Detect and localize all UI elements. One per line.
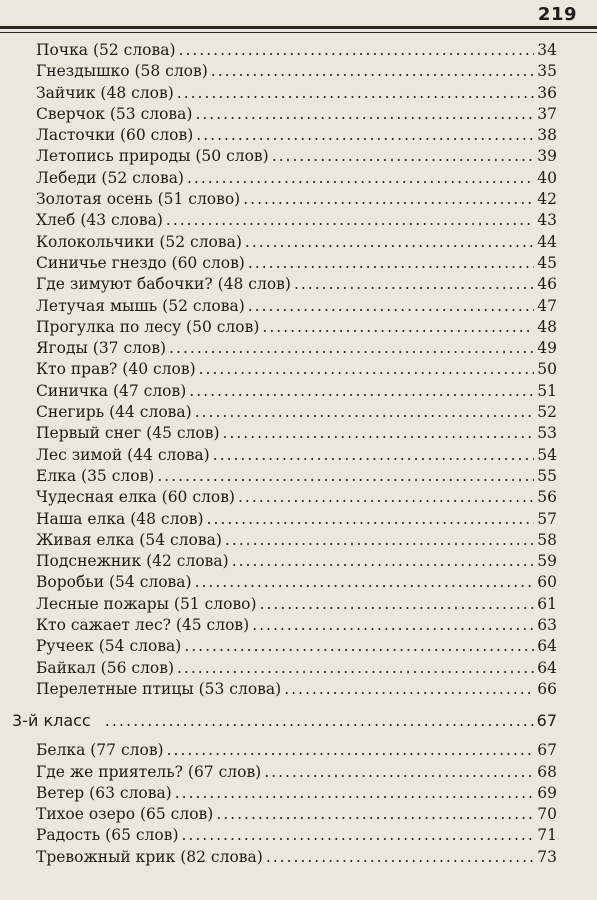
toc-entry: [0, 104, 597, 125]
dot-leader: [195, 104, 534, 125]
toc-entry-title: Лес зимой (44 слова): [36, 445, 210, 464]
toc-entry-title: Сверчок (53 слова): [36, 104, 193, 123]
toc-entry-title: Синичье гнездо (60 слов): [36, 253, 245, 272]
dot-leader: [216, 804, 534, 825]
toc-entry-page: 64: [537, 637, 557, 656]
toc-entry-title: Летучая мышь (52 слова): [36, 296, 245, 315]
dot-leader: [177, 658, 534, 679]
toc-entry-title: Белка (77 слов): [36, 741, 164, 760]
toc-entry: [0, 740, 597, 761]
toc-entry-page: 53: [537, 424, 557, 443]
toc-entry: [0, 168, 597, 189]
toc-entry-page: 69: [537, 783, 557, 802]
dot-leader: [195, 572, 535, 593]
toc-entry-page: 36: [537, 83, 557, 102]
toc-entry-page: 49: [537, 339, 557, 358]
toc-entry-title: Тихое озеро (65 слов): [36, 805, 214, 824]
toc-entry: [0, 125, 597, 146]
dot-leader: [243, 189, 534, 210]
toc-entry-page: 70: [537, 805, 557, 824]
toc-entry: [0, 40, 597, 61]
toc-entry-title: Колокольчики (52 слова): [36, 232, 242, 251]
dot-leader: [184, 636, 534, 657]
toc-entry-page: 50: [537, 360, 557, 379]
toc-entry-page: 44: [537, 232, 557, 251]
toc-entry-title: Байкал (56 слов): [36, 658, 174, 677]
dot-leader: [294, 274, 534, 295]
toc-entry-page: 60: [537, 573, 557, 592]
toc-entry: [0, 381, 597, 402]
toc-entry: [0, 679, 597, 700]
toc-entry-title: Снегирь (44 слова): [36, 403, 192, 422]
toc-entry: [0, 658, 597, 679]
toc-entry-title: Кто прав? (40 слов): [36, 360, 196, 379]
toc-entry-page: 45: [537, 253, 557, 272]
toc-entry-title: Ласточки (60 слов): [36, 126, 194, 145]
dot-leader: [157, 466, 534, 487]
toc-entry-page: 40: [537, 168, 557, 187]
dot-leader: [169, 338, 534, 359]
toc-entry: [0, 594, 597, 615]
dot-leader: [238, 487, 534, 508]
toc-entry-page: 64: [537, 658, 557, 677]
toc-entry-title: Где же приятель? (67 слов): [36, 762, 262, 781]
toc-entry-page: 46: [537, 275, 557, 294]
toc-entry: [0, 402, 597, 423]
dot-leader: [196, 125, 534, 146]
toc-entry-page: 43: [537, 211, 557, 230]
toc-entry-title: Перелетные птицы (53 слова): [36, 679, 282, 698]
toc-entry-title: Кто сажает лес? (45 слов): [36, 616, 250, 635]
toc-entry-page: 34: [537, 41, 557, 59]
toc-list-part2: [0, 740, 597, 868]
toc-entry-title: Золотая осень (51 слово): [36, 190, 241, 209]
toc-entry-page: 42: [537, 190, 557, 209]
toc-entry-title: Живая елка (54 слова): [36, 530, 222, 549]
toc-entry-page: 58: [537, 530, 557, 549]
toc-entry: [0, 296, 597, 317]
dot-leader: [211, 61, 534, 82]
dot-leader: [223, 423, 535, 444]
toc-entry-page: 57: [537, 509, 557, 528]
toc-entry: [0, 825, 597, 846]
dot-leader: [179, 40, 535, 61]
dot-leader: [105, 708, 534, 734]
toc-entry: [0, 359, 597, 380]
section-title: 3-й класс: [12, 711, 91, 731]
dot-leader: [187, 168, 534, 189]
toc-entry: [0, 210, 597, 231]
dot-leader: [189, 381, 534, 402]
toc-entry-title: Чудесная елка (60 слов): [36, 488, 235, 507]
dot-leader: [213, 445, 535, 466]
toc-entry-page: 56: [537, 488, 557, 507]
dot-leader: [207, 509, 535, 530]
dot-leader: [248, 253, 534, 274]
dot-leader: [284, 679, 534, 700]
toc-entry-title: Зайчик (48 слов): [36, 83, 174, 102]
toc-entry: [0, 445, 597, 466]
toc-entry-title: Наша елка (48 слов): [36, 509, 204, 528]
toc-entry-title: Подснежник (42 слова): [36, 552, 229, 571]
toc-entry-page: 54: [537, 445, 557, 464]
toc-entry: [0, 274, 597, 295]
toc-entry-page: 48: [537, 317, 557, 336]
toc-entry-title: Лебеди (52 слова): [36, 168, 184, 187]
toc-entry: [0, 146, 597, 167]
toc-entry-page: 47: [537, 296, 557, 315]
toc-entry-page: 66: [537, 679, 557, 698]
toc-entry: [0, 338, 597, 359]
dot-leader: [177, 83, 535, 104]
toc-entry: [0, 189, 597, 210]
dot-leader: [260, 594, 535, 615]
dot-leader: [167, 740, 535, 761]
toc-entry-page: 51: [537, 381, 557, 400]
toc-entry-page: 61: [537, 594, 557, 613]
toc-entry: [0, 615, 597, 636]
toc-entry: [0, 762, 597, 783]
toc-entry-page: 68: [537, 762, 557, 781]
toc-entry-title: Ручеек (54 слова): [36, 637, 182, 656]
table-of-contents: [0, 40, 597, 868]
section-heading-row: [0, 708, 597, 734]
toc-entry-page: 55: [537, 466, 557, 485]
header-rule: [0, 26, 597, 29]
toc-entry: [0, 423, 597, 444]
toc-entry: [0, 636, 597, 657]
page-number: 219: [537, 4, 577, 25]
dot-leader: [166, 210, 534, 231]
toc-entry-title: Прогулка по лесу (50 слов): [36, 317, 260, 336]
dot-leader: [264, 762, 534, 783]
dot-leader: [272, 146, 535, 167]
dot-leader: [195, 402, 535, 423]
section-page: 67: [536, 711, 557, 731]
toc-entry: [0, 253, 597, 274]
toc-entry-page: 38: [537, 126, 557, 145]
toc-entry-page: 37: [537, 104, 557, 123]
toc-entry-title: Елка (35 слов): [36, 466, 155, 485]
toc-entry: [0, 83, 597, 104]
toc-entry-page: 63: [537, 616, 557, 635]
toc-entry-page: 52: [537, 403, 557, 422]
toc-entry-title: Почка (52 слова): [36, 41, 176, 59]
toc-entry-title: Тревожный крик (82 слова): [36, 847, 263, 866]
dot-leader: [182, 825, 535, 846]
toc-entry-page: 39: [537, 147, 557, 166]
toc-entry-page: 59: [537, 552, 557, 571]
toc-entry: [0, 487, 597, 508]
dot-leader: [245, 232, 534, 253]
toc-entry: [0, 530, 597, 551]
toc-entry: [0, 783, 597, 804]
toc-entry-title: Хлеб (43 слова): [36, 211, 163, 230]
toc-entry-title: Воробьи (54 слова): [36, 573, 192, 592]
toc-entry: [0, 317, 597, 338]
header-rule-thin: [0, 32, 597, 33]
toc-entry: [0, 509, 597, 530]
toc-entry: [0, 466, 597, 487]
dot-leader: [232, 551, 535, 572]
toc-entry-title: Гнездышко (58 слов): [36, 62, 208, 81]
toc-entry: [0, 847, 597, 868]
toc-list-part1: [0, 40, 597, 700]
dot-leader: [262, 317, 534, 338]
dot-leader: [252, 615, 534, 636]
toc-entry-title: Ветер (63 слова): [36, 783, 172, 802]
toc-entry-title: Где зимуют бабочки? (48 слов): [36, 275, 291, 294]
toc-entry: [0, 804, 597, 825]
dot-leader: [266, 847, 534, 868]
dot-leader: [248, 296, 535, 317]
toc-entry: [0, 551, 597, 572]
toc-entry: [0, 232, 597, 253]
toc-entry-title: Ягоды (37 слов): [36, 339, 167, 358]
dot-leader: [199, 359, 535, 380]
dot-leader: [175, 783, 535, 804]
toc-entry-page: 67: [537, 741, 557, 760]
toc-entry-page: 35: [537, 62, 557, 81]
toc-entry-title: Радость (65 слов): [36, 826, 179, 845]
toc-entry-page: 71: [537, 826, 557, 845]
toc-entry: [0, 572, 597, 593]
toc-entry-title: Летопись природы (50 слов): [36, 147, 269, 166]
toc-entry: [0, 61, 597, 82]
toc-entry-page: 73: [537, 847, 557, 866]
toc-entry-title: Лесные пожары (51 слово): [36, 594, 257, 613]
dot-leader: [225, 530, 534, 551]
toc-entry-title: Первый снег (45 слов): [36, 424, 220, 443]
toc-entry-title: Синичка (47 слов): [36, 381, 187, 400]
